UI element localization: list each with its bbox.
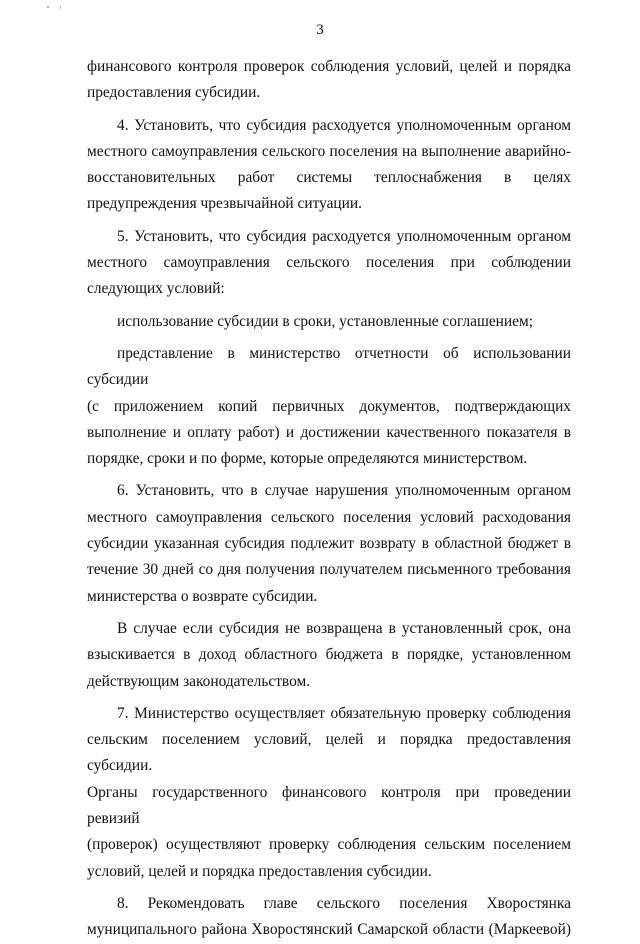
condition-item: использование субсидии в сроки, установленные соглашением; bbox=[117, 312, 533, 330]
paragraph-line: сельским поселением условий, целей и порядка предоставления субсидии. bbox=[87, 731, 571, 775]
paragraph-line: взыскивается в доход областного бюджета в порядке, установленном bbox=[87, 646, 571, 664]
paragraph-line: местного самоуправления сельского поселения на выполнение аварийно- bbox=[87, 142, 571, 160]
page-number: 3 bbox=[316, 22, 324, 38]
paragraph-line: следующих условий: bbox=[87, 280, 225, 298]
paragraph-item-4: 4. Установить, что субсидия расходуется уполномоченным органом bbox=[117, 116, 571, 134]
paragraph-line: предупреждения чрезвычайной ситуации. bbox=[87, 195, 362, 213]
paragraph-line: местного самоуправления сельского поселения при соблюдении bbox=[87, 254, 571, 272]
paragraph-line: министерства о возврате субсидии. bbox=[87, 587, 318, 605]
paragraph-line: местного самоуправления сельского поселения условий расходования bbox=[87, 508, 571, 526]
paragraph-line: выполнение и оплату работ) и достижении качественного показателя в bbox=[87, 423, 571, 441]
paragraph-line: (проверок) осуществляют проверку соблюдения сельским поселением bbox=[87, 836, 571, 854]
scan-speck bbox=[60, 6, 61, 9]
paragraph-line: порядке, сроки и по форме, которые определяются министерством. bbox=[87, 450, 528, 468]
paragraph-item-8: 8. Рекомендовать главе сельского поселения Хворостянка bbox=[117, 894, 571, 912]
paragraph-line: восстановительных работ системы теплоснабжения в целях bbox=[87, 169, 571, 187]
paragraph-line: (с приложением копий первичных документов, подтверждающих bbox=[87, 397, 571, 415]
paragraph-item-7: 7. Министерство осуществляет обязательную проверку соблюдения bbox=[117, 704, 571, 722]
paragraph-item-5: 5. Установить, что субсидия расходуется уполномоченным органом bbox=[117, 227, 571, 245]
document-body bbox=[87, 54, 571, 944]
paragraph-line: Органы государственного финансового контроля при проведении ревизий bbox=[87, 783, 571, 828]
paragraph-item-6: 6. Установить, что в случае нарушения уполномоченным органом bbox=[117, 482, 571, 500]
paragraph-line: действующим законодательством. bbox=[87, 672, 311, 690]
paragraph-line: муниципального района Хворостянский Самарской области (Маркеевой) bbox=[87, 921, 571, 939]
condition-item: представление в министерство отчетности об использовании субсидии bbox=[87, 344, 571, 389]
scan-speck bbox=[47, 6, 49, 8]
paragraph-line: течение 30 дней со дня получения получателем письменного требования bbox=[87, 561, 571, 579]
paragraph-refund: В случае если субсидия не возвращена в установленный срок, она bbox=[117, 619, 571, 637]
paragraph-line: финансового контроля проверок соблюдения условий, целей и порядка bbox=[87, 58, 571, 75]
paragraph-line: субсидии указанная субсидия подлежит возврату в областной бюджет в bbox=[87, 535, 571, 553]
paragraph-line: предоставления субсидии. bbox=[87, 84, 261, 102]
paragraph-line: условий, целей и порядка предоставления субсидии. bbox=[87, 862, 432, 880]
